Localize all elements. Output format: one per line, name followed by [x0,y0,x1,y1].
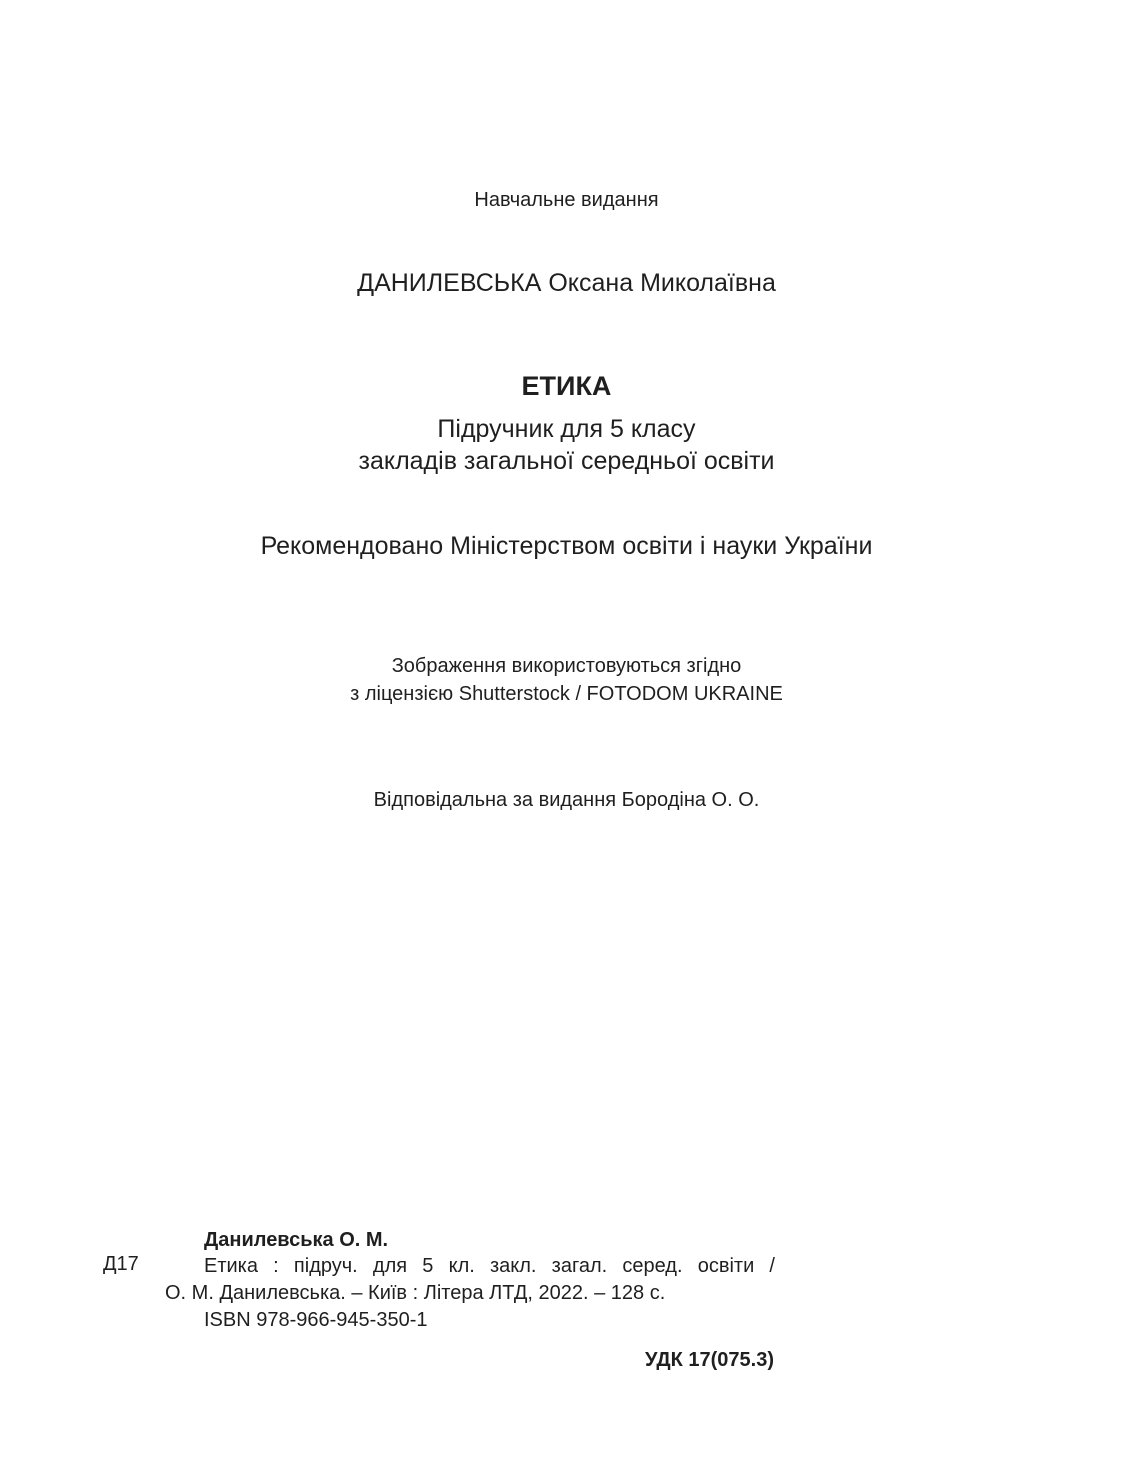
biblio-description-line-1: Етика : підруч. для 5 кл. закл. загал. серед. освіти / [204,1255,775,1277]
biblio-description-line-2: О. М. Данилевська. – Київ : Літера ЛТД, 2022. – 128 с. [165,1282,666,1304]
responsible-editor: Відповідальна за видання Бородіна О. О. [373,789,760,811]
book-title: ЕТИКА [521,371,612,401]
edition-type: Навчальне видання [474,189,659,211]
image-credit-line-2: з ліцензією Shutterstock / FOTODOM UKRAINE [350,683,783,705]
subtitle-line-1: Підручник для 5 класу [437,415,696,443]
subtitle-line-2: закладів загальної середньої освіти [358,447,775,475]
udk-code: УДК 17(075.3) [644,1349,774,1371]
image-credit-line-1: Зображення використовуються згідно [391,655,742,677]
biblio-author: Данилевська О. М. [204,1229,389,1251]
ministry-recommendation: Рекомендовано Міністерством освіти і науки України [260,532,873,560]
author-full-name: ДАНИЛЕВСЬКА Оксана Миколаївна [357,269,776,297]
isbn: ISBN 978-966-945-350-1 [204,1309,428,1331]
author-mark-code: Д17 [103,1253,139,1275]
